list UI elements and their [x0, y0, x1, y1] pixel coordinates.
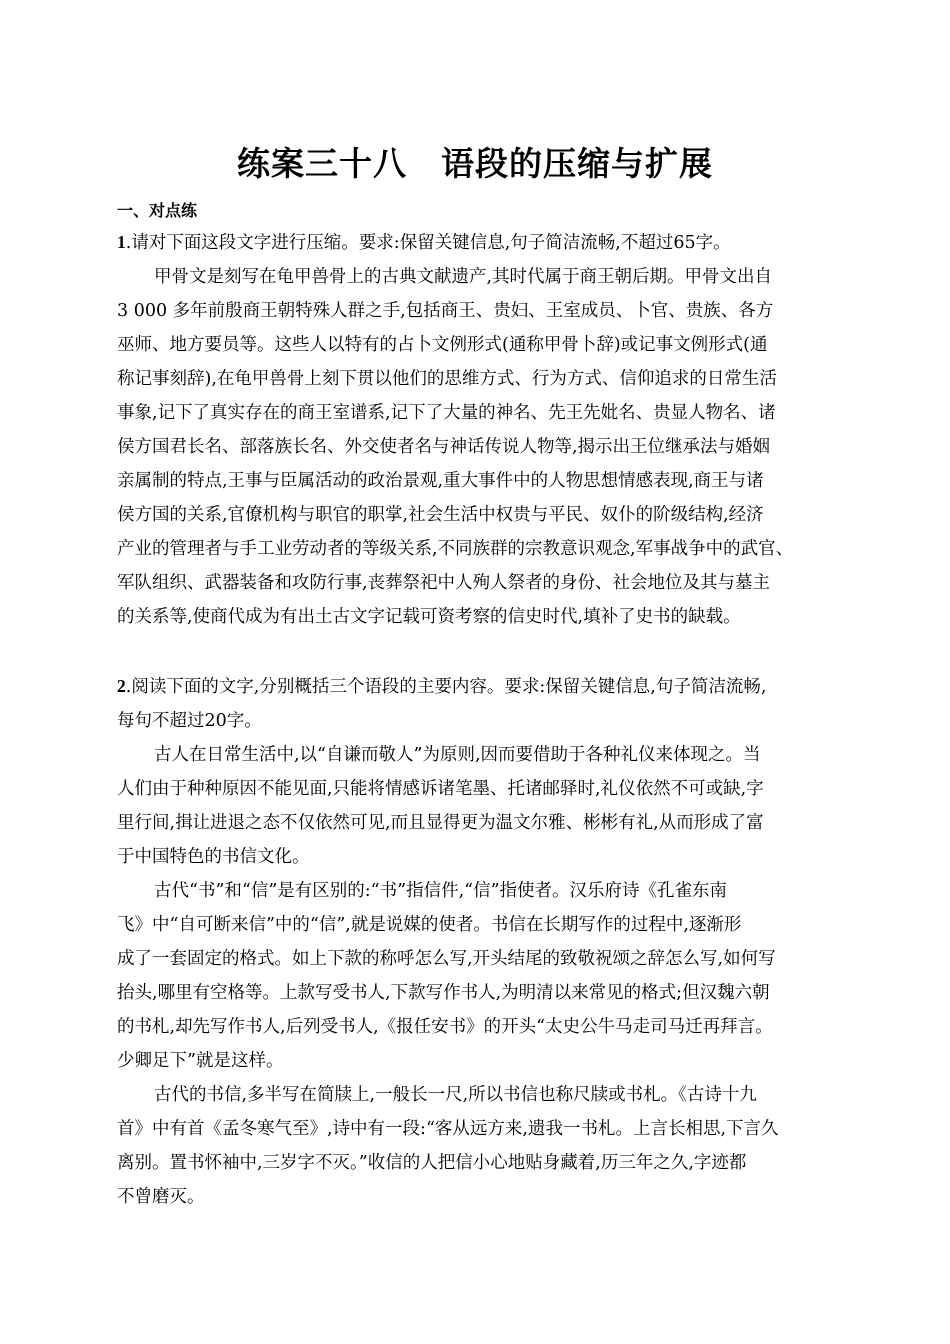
paragraph-line: 军队组织、武器装备和攻防行事,丧葬祭祀中人殉人祭者的身份、社会地位及其与墓主 — [117, 573, 771, 593]
section-heading: 一、对点练 — [117, 201, 198, 220]
question-2-prompt — [117, 673, 766, 698]
paragraph-line: 事象,记下了真实存在的商王室谱系,记下了大量的神名、先王先妣名、贵显人物名、诸 — [117, 403, 776, 423]
paragraph-line: 的关系等,使商代成为有出土古文字记载可资考察的信史时代,填补了史书的缺载。 — [117, 607, 741, 627]
question-text: .请对下面这段文字进行压缩。要求:保留关键信息,句子简洁流畅,不超过65字。 — [125, 233, 731, 253]
question-text-cont: 每句不超过20字。 — [117, 711, 262, 731]
question-number: 1 — [117, 232, 126, 252]
paragraph-line: 巫师、地方要员等。这些人以特有的占卜文例形式(通称甲骨卜辞)或记事文例形式(通 — [117, 335, 768, 355]
page-title: 练案三十八 语段的压缩与扩展 — [237, 144, 713, 183]
paragraph-line: 少卿足下”就是这样。 — [117, 1051, 284, 1071]
paragraph-line: 里行间,揖让进退之态不仅依然可见,而且显得更为温文尔雅、彬彬有礼,从而形成了富 — [117, 813, 764, 833]
paragraph-line: 抬头,哪里有空格等。上款写受书人,下款写作书人,为明清以来常见的格式;但汉魏六朝 — [117, 983, 770, 1003]
paragraph-line: 称记事刻辞),在龟甲兽骨上刻下贯以他们的思维方式、行为方式、信仰追求的日常生活 — [117, 369, 777, 389]
paragraph-line: 人们由于种种原因不能见面,只能将情感诉诸笔墨、托诸邮驿时,礼仪依然不可或缺,字 — [117, 779, 764, 799]
paragraph-line: 于中国特色的书信文化。 — [117, 847, 310, 867]
paragraph-line: 产业的管理者与手工业劳动者的等级关系,不同族群的宗教意识观念,军事战争中的武官、 — [117, 539, 794, 559]
paragraph-line: 古代的书信,多半写在简牍上,一般长一尺,所以书信也称尺牍或书札。《古诗十九 — [154, 1085, 757, 1105]
question-number: 2 — [117, 676, 126, 696]
paragraph-line: 甲骨文是刻写在龟甲兽骨上的古典文献遗产,其时代属于商王朝后期。甲骨文出自 — [154, 267, 773, 287]
paragraph-line: 侯方国的关系,官僚机构与职官的职掌,社会生活中权贵与平民、奴仆的阶级结构,经济 — [117, 505, 764, 525]
paragraph-line: 侯方国君长名、部落族长名、外交使者名与神话传说人物等,揭示出王位继承法与婚姻 — [117, 437, 771, 457]
paragraph-line: 不曾磨灭。 — [117, 1187, 205, 1207]
paragraph-line: 古代“书”和“信”是有区别的:“书”指信件,“信”指使者。汉乐府诗《孔雀东南 — [154, 881, 728, 901]
paragraph-line: 成了一套固定的格式。如上下款的称呼怎么写,开头结尾的致敬祝颂之辞怎么写,如何写 — [117, 949, 776, 969]
question-text: .阅读下面的文字,分别概括三个语段的主要内容。要求:保留关键信息,句子简洁流畅, — [125, 677, 767, 697]
paragraph-line: 离别。置书怀袖中,三岁字不灭。”收信的人把信小心地贴身藏着,历三年之久,字迹都 — [117, 1153, 747, 1173]
paragraph-line: 亲属制的特点,王事与臣属活动的政治景观,重大事件中的人物思想情感表现,商王与诸 — [117, 471, 764, 491]
paragraph-line: 3 000 多年前殷商王朝特殊人群之手,包括商王、贵妇、王室成员、卜官、贵族、各方 — [117, 301, 774, 321]
paragraph-line: 的书札,却先写作书人,后列受书人,《报任安书》的开头“太史公牛马走司马迁再拜言。 — [117, 1017, 773, 1037]
question-1-prompt — [117, 229, 731, 254]
paragraph-line: 飞》中“自可断来信”中的“信”,就是说媒的使者。书信在长期写作的过程中,逐渐形 — [117, 915, 742, 935]
paragraph-line: 首》中有首《孟冬寒气至》,诗中有一段:“客从远方来,遗我一书札。上言长相思,下言久 — [117, 1119, 779, 1139]
paragraph-line: 古人在日常生活中,以“自谦而敬人”为原则,因而要借助于各种礼仪来体现之。当 — [154, 745, 761, 765]
